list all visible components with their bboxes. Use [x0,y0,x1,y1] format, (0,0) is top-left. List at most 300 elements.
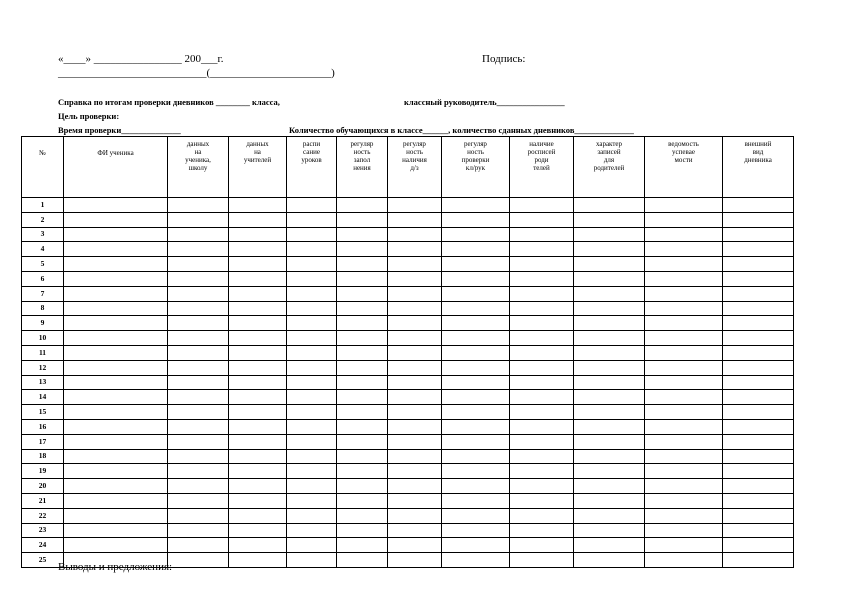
table-cell[interactable] [574,301,645,316]
column-header: регуляр ность запол нения [337,137,388,198]
table-cell[interactable] [723,257,794,272]
table-cell[interactable] [337,434,388,449]
table-cell[interactable] [168,345,229,360]
table-cell[interactable] [510,345,574,360]
table-cell[interactable] [229,405,287,420]
table-row [22,434,794,449]
table-cell[interactable] [574,508,645,523]
table-cell[interactable] [64,419,168,434]
table-cell[interactable] [574,538,645,553]
table-cell[interactable] [337,345,388,360]
table-cell[interactable] [645,390,723,405]
table-cell[interactable] [64,464,168,479]
table-cell[interactable] [510,257,574,272]
table-cell[interactable] [64,301,168,316]
table-cell[interactable] [510,479,574,494]
table-cell[interactable] [337,271,388,286]
table-cell[interactable] [64,405,168,420]
table-cell[interactable] [442,257,510,272]
table-cell[interactable] [337,523,388,538]
row-number: 22 [22,508,64,523]
table-cell[interactable] [287,227,337,242]
table-cell[interactable] [645,345,723,360]
table-cell[interactable] [337,212,388,227]
table-cell[interactable] [337,242,388,257]
table-cell[interactable] [574,405,645,420]
table-cell[interactable] [510,419,574,434]
table-cell[interactable] [168,479,229,494]
table-cell[interactable] [510,286,574,301]
table-cell[interactable] [442,227,510,242]
table-cell[interactable] [442,286,510,301]
table-cell[interactable] [510,405,574,420]
table-cell[interactable] [510,271,574,286]
table-cell[interactable] [510,464,574,479]
table-cell[interactable] [510,390,574,405]
table-cell[interactable] [229,271,287,286]
table-cell[interactable] [287,538,337,553]
table-cell[interactable] [287,375,337,390]
table-cell[interactable] [337,198,388,213]
table-cell[interactable] [645,331,723,346]
table-cell[interactable] [645,538,723,553]
table-cell[interactable] [645,479,723,494]
table-cell[interactable] [229,345,287,360]
table-cell[interactable] [574,286,645,301]
table-cell[interactable] [574,331,645,346]
table-cell[interactable] [168,331,229,346]
table-cell[interactable] [388,449,442,464]
table-cell[interactable] [723,345,794,360]
table-cell[interactable] [723,538,794,553]
table-cell[interactable] [337,227,388,242]
table-cell[interactable] [168,257,229,272]
table-cell[interactable] [287,508,337,523]
table-cell[interactable] [645,405,723,420]
table-cell[interactable] [645,257,723,272]
table-cell[interactable] [229,508,287,523]
table-cell[interactable] [574,434,645,449]
table-cell[interactable] [442,493,510,508]
table-cell[interactable] [64,390,168,405]
table-cell[interactable] [574,553,645,568]
table-cell[interactable] [337,508,388,523]
table-cell[interactable] [229,242,287,257]
table-cell[interactable] [229,538,287,553]
table-cell[interactable] [510,449,574,464]
table-cell[interactable] [168,198,229,213]
table-cell[interactable] [168,493,229,508]
table-cell[interactable] [168,271,229,286]
table-cell[interactable] [64,198,168,213]
table-cell[interactable] [287,257,337,272]
table-cell[interactable] [168,449,229,464]
table-cell[interactable] [645,271,723,286]
table-cell[interactable] [229,331,287,346]
table-cell[interactable] [229,227,287,242]
table-cell[interactable] [442,419,510,434]
table-cell[interactable] [645,493,723,508]
table-cell[interactable] [337,553,388,568]
table-cell[interactable] [287,449,337,464]
table-cell[interactable] [337,301,388,316]
table-cell[interactable] [723,316,794,331]
table-cell[interactable] [337,316,388,331]
table-cell[interactable] [287,523,337,538]
table-cell[interactable] [388,257,442,272]
table-cell[interactable] [723,464,794,479]
table-cell[interactable] [64,434,168,449]
table-cell[interactable] [168,212,229,227]
table-cell[interactable] [723,449,794,464]
table-cell[interactable] [287,271,337,286]
table-cell[interactable] [645,198,723,213]
table-cell[interactable] [229,434,287,449]
table-row [22,286,794,301]
table-cell[interactable] [388,553,442,568]
table-cell[interactable] [388,227,442,242]
table-cell[interactable] [442,508,510,523]
column-header: ФИ ученика [64,137,168,198]
table-cell[interactable] [168,227,229,242]
table-cell[interactable] [723,390,794,405]
table-cell[interactable] [645,508,723,523]
row-number: 19 [22,464,64,479]
table-cell[interactable] [287,493,337,508]
table-cell[interactable] [64,257,168,272]
table-cell[interactable] [337,493,388,508]
table-cell[interactable] [64,331,168,346]
table-cell[interactable] [64,538,168,553]
table-cell[interactable] [287,360,337,375]
table-cell[interactable] [388,508,442,523]
table-cell[interactable] [287,316,337,331]
table-cell[interactable] [442,553,510,568]
table-cell[interactable] [645,553,723,568]
table-row [22,464,794,479]
table-cell[interactable] [229,493,287,508]
table-cell[interactable] [229,464,287,479]
table-cell[interactable] [442,375,510,390]
table-cell[interactable] [510,434,574,449]
table-cell[interactable] [574,464,645,479]
table-cell[interactable] [229,198,287,213]
table-cell[interactable] [723,242,794,257]
table-cell[interactable] [229,449,287,464]
signature-line: ___________________________(______________________) [58,67,335,79]
table-cell[interactable] [574,523,645,538]
table-cell[interactable] [64,242,168,257]
table-cell[interactable] [168,301,229,316]
table-cell[interactable] [168,405,229,420]
table-cell[interactable] [337,257,388,272]
table-cell[interactable] [168,508,229,523]
column-header: наличие росписей роди телей [510,137,574,198]
table-cell[interactable] [388,198,442,213]
table-cell[interactable] [229,553,287,568]
table-cell[interactable] [168,419,229,434]
table-cell[interactable] [388,271,442,286]
table-cell[interactable] [168,316,229,331]
table-cell[interactable] [442,538,510,553]
table-cell[interactable] [442,390,510,405]
row-number: 20 [22,479,64,494]
table-cell[interactable] [510,538,574,553]
table-cell[interactable] [510,212,574,227]
table-cell[interactable] [287,479,337,494]
table-cell[interactable] [442,212,510,227]
table-cell[interactable] [723,434,794,449]
table-cell[interactable] [287,331,337,346]
table-cell[interactable] [287,286,337,301]
row-number: 12 [22,360,64,375]
table-cell[interactable] [723,331,794,346]
row-number: 21 [22,493,64,508]
table-cell[interactable] [287,434,337,449]
table-cell[interactable] [337,479,388,494]
table-cell[interactable] [510,375,574,390]
table-cell[interactable] [337,390,388,405]
table-cell[interactable] [229,419,287,434]
table-row [22,301,794,316]
table-cell[interactable] [442,316,510,331]
table-cell[interactable] [388,212,442,227]
table-cell[interactable] [442,405,510,420]
table-cell[interactable] [64,375,168,390]
table-cell[interactable] [229,257,287,272]
table-cell[interactable] [388,419,442,434]
table-cell[interactable] [337,449,388,464]
table-cell[interactable] [388,316,442,331]
table-cell[interactable] [337,331,388,346]
table-cell[interactable] [229,316,287,331]
table-cell[interactable] [574,360,645,375]
table-cell[interactable] [645,286,723,301]
table-cell[interactable] [64,360,168,375]
table-cell[interactable] [388,345,442,360]
table-cell[interactable] [574,419,645,434]
table-cell[interactable] [388,301,442,316]
table-cell[interactable] [64,345,168,360]
table-cell[interactable] [388,493,442,508]
table-cell[interactable] [510,331,574,346]
table-row [22,508,794,523]
table-cell[interactable] [337,464,388,479]
table-cell[interactable] [64,227,168,242]
table-cell[interactable] [287,390,337,405]
table-cell[interactable] [442,449,510,464]
table-cell[interactable] [510,198,574,213]
table-cell[interactable] [574,390,645,405]
table-cell[interactable] [442,523,510,538]
table-cell[interactable] [337,360,388,375]
table-cell[interactable] [723,419,794,434]
table-cell[interactable] [645,375,723,390]
table-cell[interactable] [229,301,287,316]
table-cell[interactable] [388,286,442,301]
table-cell[interactable] [645,316,723,331]
table-cell[interactable] [168,434,229,449]
table-cell[interactable] [442,301,510,316]
table-cell[interactable] [574,345,645,360]
table-cell[interactable] [574,375,645,390]
table-cell[interactable] [168,523,229,538]
table-cell[interactable] [574,212,645,227]
table-cell[interactable] [510,523,574,538]
table-row [22,198,794,213]
table-cell[interactable] [64,508,168,523]
table-cell[interactable] [287,419,337,434]
table-cell[interactable] [229,523,287,538]
table-cell[interactable] [442,198,510,213]
table-cell[interactable] [388,375,442,390]
table-cell[interactable] [442,434,510,449]
table-cell[interactable] [645,464,723,479]
table-cell[interactable] [337,405,388,420]
table-cell[interactable] [510,242,574,257]
table-cell[interactable] [287,198,337,213]
table-cell[interactable] [388,538,442,553]
table-cell[interactable] [574,257,645,272]
table-cell[interactable] [510,493,574,508]
table-cell[interactable] [645,212,723,227]
row-number: 15 [22,405,64,420]
table-cell[interactable] [388,434,442,449]
table-cell[interactable] [229,375,287,390]
table-cell[interactable] [442,464,510,479]
table-cell[interactable] [388,464,442,479]
table-cell[interactable] [723,198,794,213]
table-cell[interactable] [574,198,645,213]
table-cell[interactable] [442,331,510,346]
table-cell[interactable] [442,360,510,375]
table-row [22,242,794,257]
table-row [22,449,794,464]
table-cell[interactable] [229,286,287,301]
table-cell[interactable] [510,553,574,568]
table-cell[interactable] [723,508,794,523]
table-cell[interactable] [723,301,794,316]
table-cell[interactable] [64,271,168,286]
table-cell[interactable] [723,493,794,508]
table-cell[interactable] [574,316,645,331]
table-cell[interactable] [723,271,794,286]
table-cell[interactable] [168,390,229,405]
table-cell[interactable] [287,405,337,420]
table-cell[interactable] [287,301,337,316]
table-cell[interactable] [229,360,287,375]
table-cell[interactable] [574,493,645,508]
table-cell[interactable] [510,227,574,242]
table-cell[interactable] [723,479,794,494]
table-cell[interactable] [723,553,794,568]
table-cell[interactable] [388,242,442,257]
table-cell[interactable] [337,538,388,553]
table-row [22,538,794,553]
table-cell[interactable] [645,434,723,449]
table-cell[interactable] [168,553,229,568]
table-cell[interactable] [287,212,337,227]
table-cell[interactable] [510,360,574,375]
table-cell[interactable] [645,523,723,538]
table-cell[interactable] [337,286,388,301]
table-cell[interactable] [337,419,388,434]
table-cell[interactable] [168,286,229,301]
table-cell[interactable] [645,419,723,434]
table-cell[interactable] [723,360,794,375]
table-cell[interactable] [64,449,168,464]
table-cell[interactable] [168,242,229,257]
table-cell[interactable] [574,479,645,494]
table-cell[interactable] [388,331,442,346]
table-cell[interactable] [64,316,168,331]
table-cell[interactable] [287,242,337,257]
table-cell[interactable] [229,390,287,405]
table-cell[interactable] [64,479,168,494]
row-number: 9 [22,316,64,331]
table-cell[interactable] [574,449,645,464]
table-cell[interactable] [723,375,794,390]
table-cell[interactable] [168,464,229,479]
table-cell[interactable] [574,227,645,242]
table-cell[interactable] [723,212,794,227]
table-cell[interactable] [645,360,723,375]
table-cell[interactable] [168,375,229,390]
table-cell[interactable] [287,553,337,568]
table-cell[interactable] [388,405,442,420]
table-cell[interactable] [723,227,794,242]
table-cell[interactable] [168,538,229,553]
table-cell[interactable] [287,464,337,479]
column-header: регуляр ность проверки кл/рук [442,137,510,198]
table-cell[interactable] [388,390,442,405]
table-cell[interactable] [723,405,794,420]
table-cell[interactable] [287,345,337,360]
table-cell[interactable] [442,242,510,257]
table-cell[interactable] [64,286,168,301]
table-cell[interactable] [229,212,287,227]
table-cell[interactable] [229,479,287,494]
column-header: регуляр ность наличия д/з [388,137,442,198]
table-cell[interactable] [388,523,442,538]
table-cell[interactable] [168,360,229,375]
table-cell[interactable] [645,301,723,316]
table-cell[interactable] [723,286,794,301]
table-cell[interactable] [388,479,442,494]
table-cell[interactable] [510,316,574,331]
table-cell[interactable] [64,523,168,538]
table-cell[interactable] [645,242,723,257]
table-row [22,212,794,227]
table-cell[interactable] [510,508,574,523]
table-cell[interactable] [574,271,645,286]
table-cell[interactable] [337,375,388,390]
table-cell[interactable] [388,360,442,375]
table-cell[interactable] [64,212,168,227]
table-cell[interactable] [442,271,510,286]
table-cell[interactable] [645,227,723,242]
table-cell[interactable] [574,242,645,257]
row-number: 1 [22,198,64,213]
table-cell[interactable] [64,493,168,508]
row-number: 13 [22,375,64,390]
table-cell[interactable] [442,345,510,360]
table-cell[interactable] [442,479,510,494]
row-number: 4 [22,242,64,257]
table-cell[interactable] [510,301,574,316]
table-cell[interactable] [645,449,723,464]
table-cell[interactable] [723,523,794,538]
